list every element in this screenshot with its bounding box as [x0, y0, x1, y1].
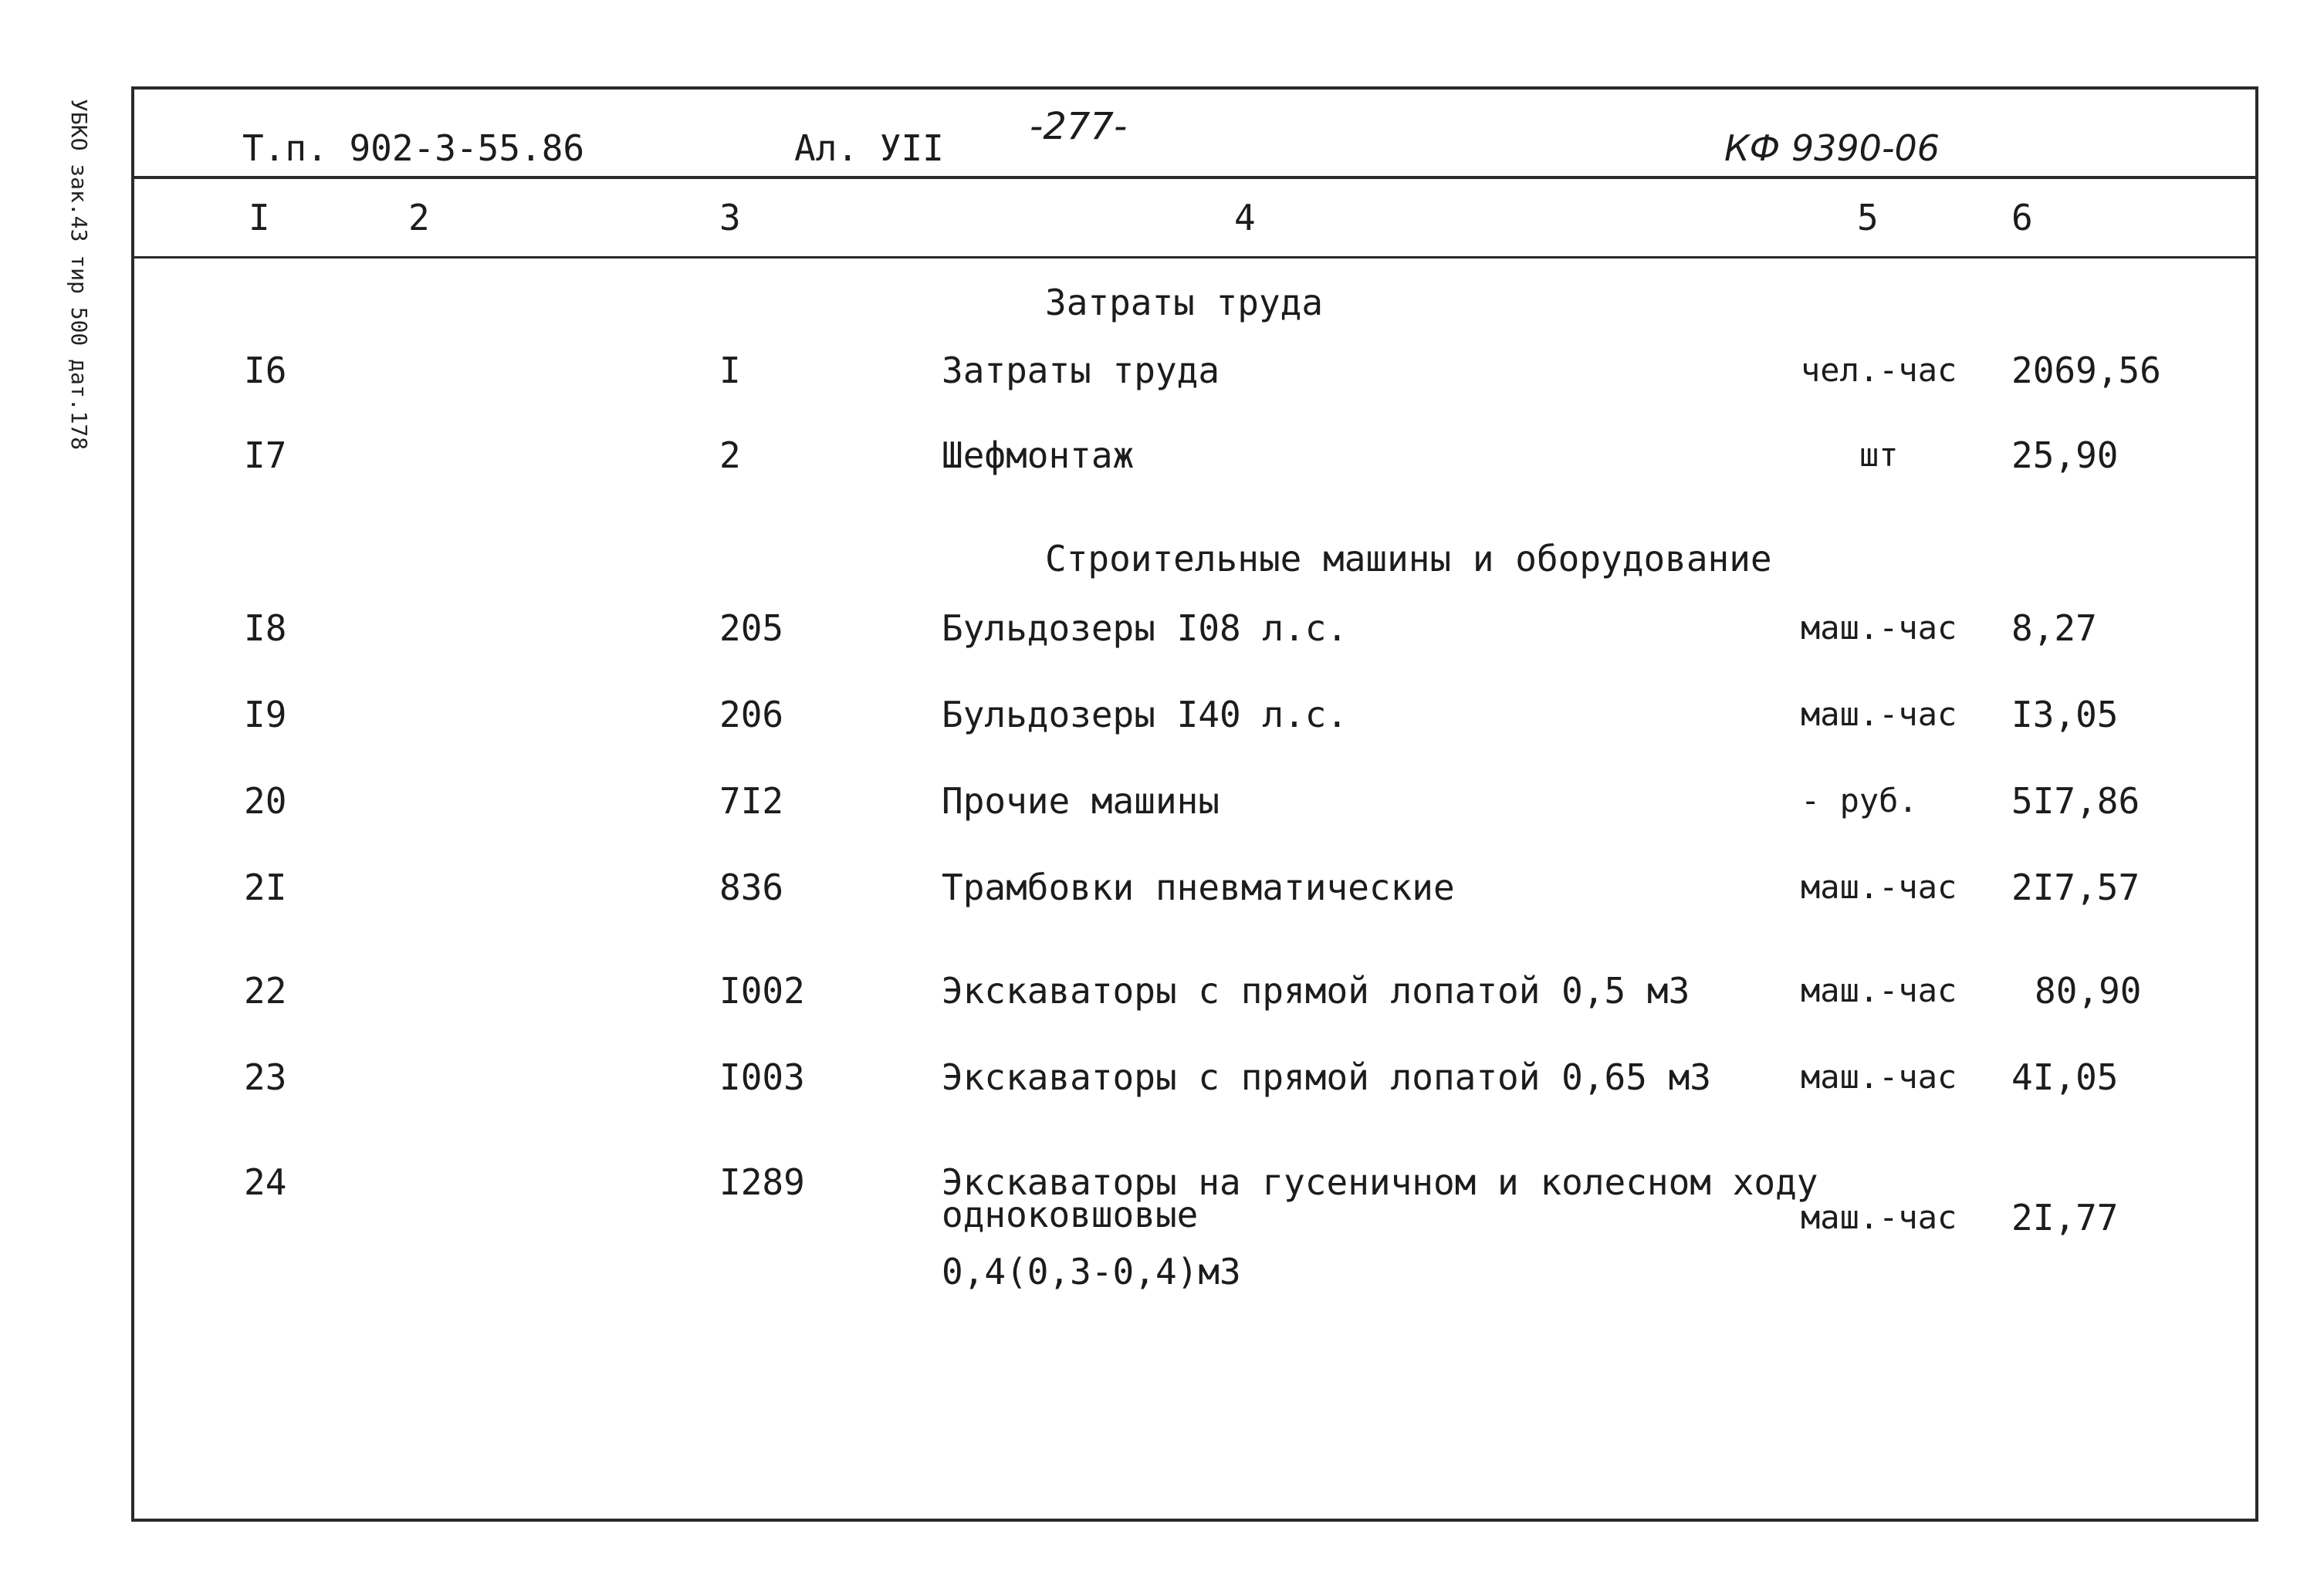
unit: - руб.: [1801, 782, 1918, 819]
resource-name: Трамбовки пневматические: [942, 867, 1455, 908]
resource-name: Экскаваторы с прямой лопатой 0,5 м3: [942, 970, 1690, 1012]
document-sheet: [131, 86, 2258, 1522]
quantity: 2I,77: [2011, 1197, 2119, 1238]
resource-code: I289: [719, 1161, 805, 1203]
unit: маш.-час: [1801, 609, 1957, 647]
resource-name: Бульдозеры I40 л.с.: [942, 694, 1348, 735]
resource-code: 836: [719, 867, 784, 908]
column-number-2: 2: [408, 197, 430, 238]
resource-code: 7I2: [719, 780, 784, 822]
unit: маш.-час: [1801, 695, 1957, 733]
archive-note: УБКО зак.43 тир 500 дат.178: [66, 99, 92, 451]
column-number-1: I: [249, 197, 270, 238]
row-number: I8: [244, 607, 287, 649]
row-number: 24: [244, 1161, 287, 1203]
quantity: 80,90: [2035, 970, 2142, 1012]
unit: шт: [1859, 436, 1899, 474]
unit: маш.-час: [1801, 1058, 1957, 1096]
quantity: 4I,05: [2011, 1056, 2119, 1098]
column-number-6: 6: [2011, 197, 2033, 238]
resource-name: Бульдозеры I08 л.с.: [942, 607, 1348, 649]
column-number-5: 5: [1857, 197, 1879, 238]
project-number: Т.п. 902-3-55.86: [242, 127, 585, 169]
resource-code: 2: [719, 434, 741, 476]
section-title: Строительные машины и оборудование: [1045, 538, 1772, 580]
album-number: Ал. УII: [794, 127, 944, 169]
section-title: Затраты труда: [1045, 282, 1324, 323]
row-number: 20: [244, 780, 287, 822]
row-number: 2I: [244, 867, 287, 908]
column-header-rule: [134, 256, 2255, 259]
resource-code: I003: [719, 1056, 805, 1098]
resource-code: 206: [719, 694, 784, 735]
unit: маш.-час: [1801, 972, 1957, 1009]
quantity: 2I7,57: [2011, 867, 2140, 908]
resource-code: 205: [719, 607, 784, 649]
resource-code: I: [719, 350, 741, 391]
row-number: I6: [244, 350, 287, 391]
row-number: 22: [244, 970, 287, 1012]
page-number: -277-: [1030, 105, 1128, 148]
unit: маш.-час: [1801, 868, 1957, 906]
resource-name: Шефмонтаж: [942, 434, 1135, 476]
row-number: I9: [244, 694, 287, 735]
quantity: 25,90: [2011, 434, 2119, 476]
resource-name: Экскаваторы на гусеничном и колесном ходу: [942, 1161, 1818, 1203]
resource-name: Экскаваторы с прямой лопатой 0,65 м3: [942, 1056, 1711, 1098]
column-number-3: 3: [719, 197, 741, 238]
document-code: КФ 9390-06: [1724, 127, 1940, 169]
row-number: 23: [244, 1056, 287, 1098]
unit: маш.-час: [1801, 1198, 1957, 1236]
resource-name-continued: одноковшовые: [942, 1194, 1199, 1235]
quantity: 5I7,86: [2011, 780, 2140, 822]
column-number-4: 4: [1234, 197, 1256, 238]
resource-name-capacity: 0,4(0,3-0,4)м3: [942, 1251, 1241, 1293]
row-number: I7: [244, 434, 287, 476]
quantity: 8,27: [2011, 607, 2097, 649]
header-rule: [134, 176, 2255, 179]
resource-code: I002: [719, 970, 805, 1012]
resource-name: Затраты труда: [942, 350, 1220, 391]
quantity: I3,05: [2011, 694, 2119, 735]
resource-name: Прочие машины: [942, 780, 1220, 822]
unit: чел.-час: [1801, 351, 1957, 389]
quantity: 2069,56: [2011, 350, 2161, 391]
